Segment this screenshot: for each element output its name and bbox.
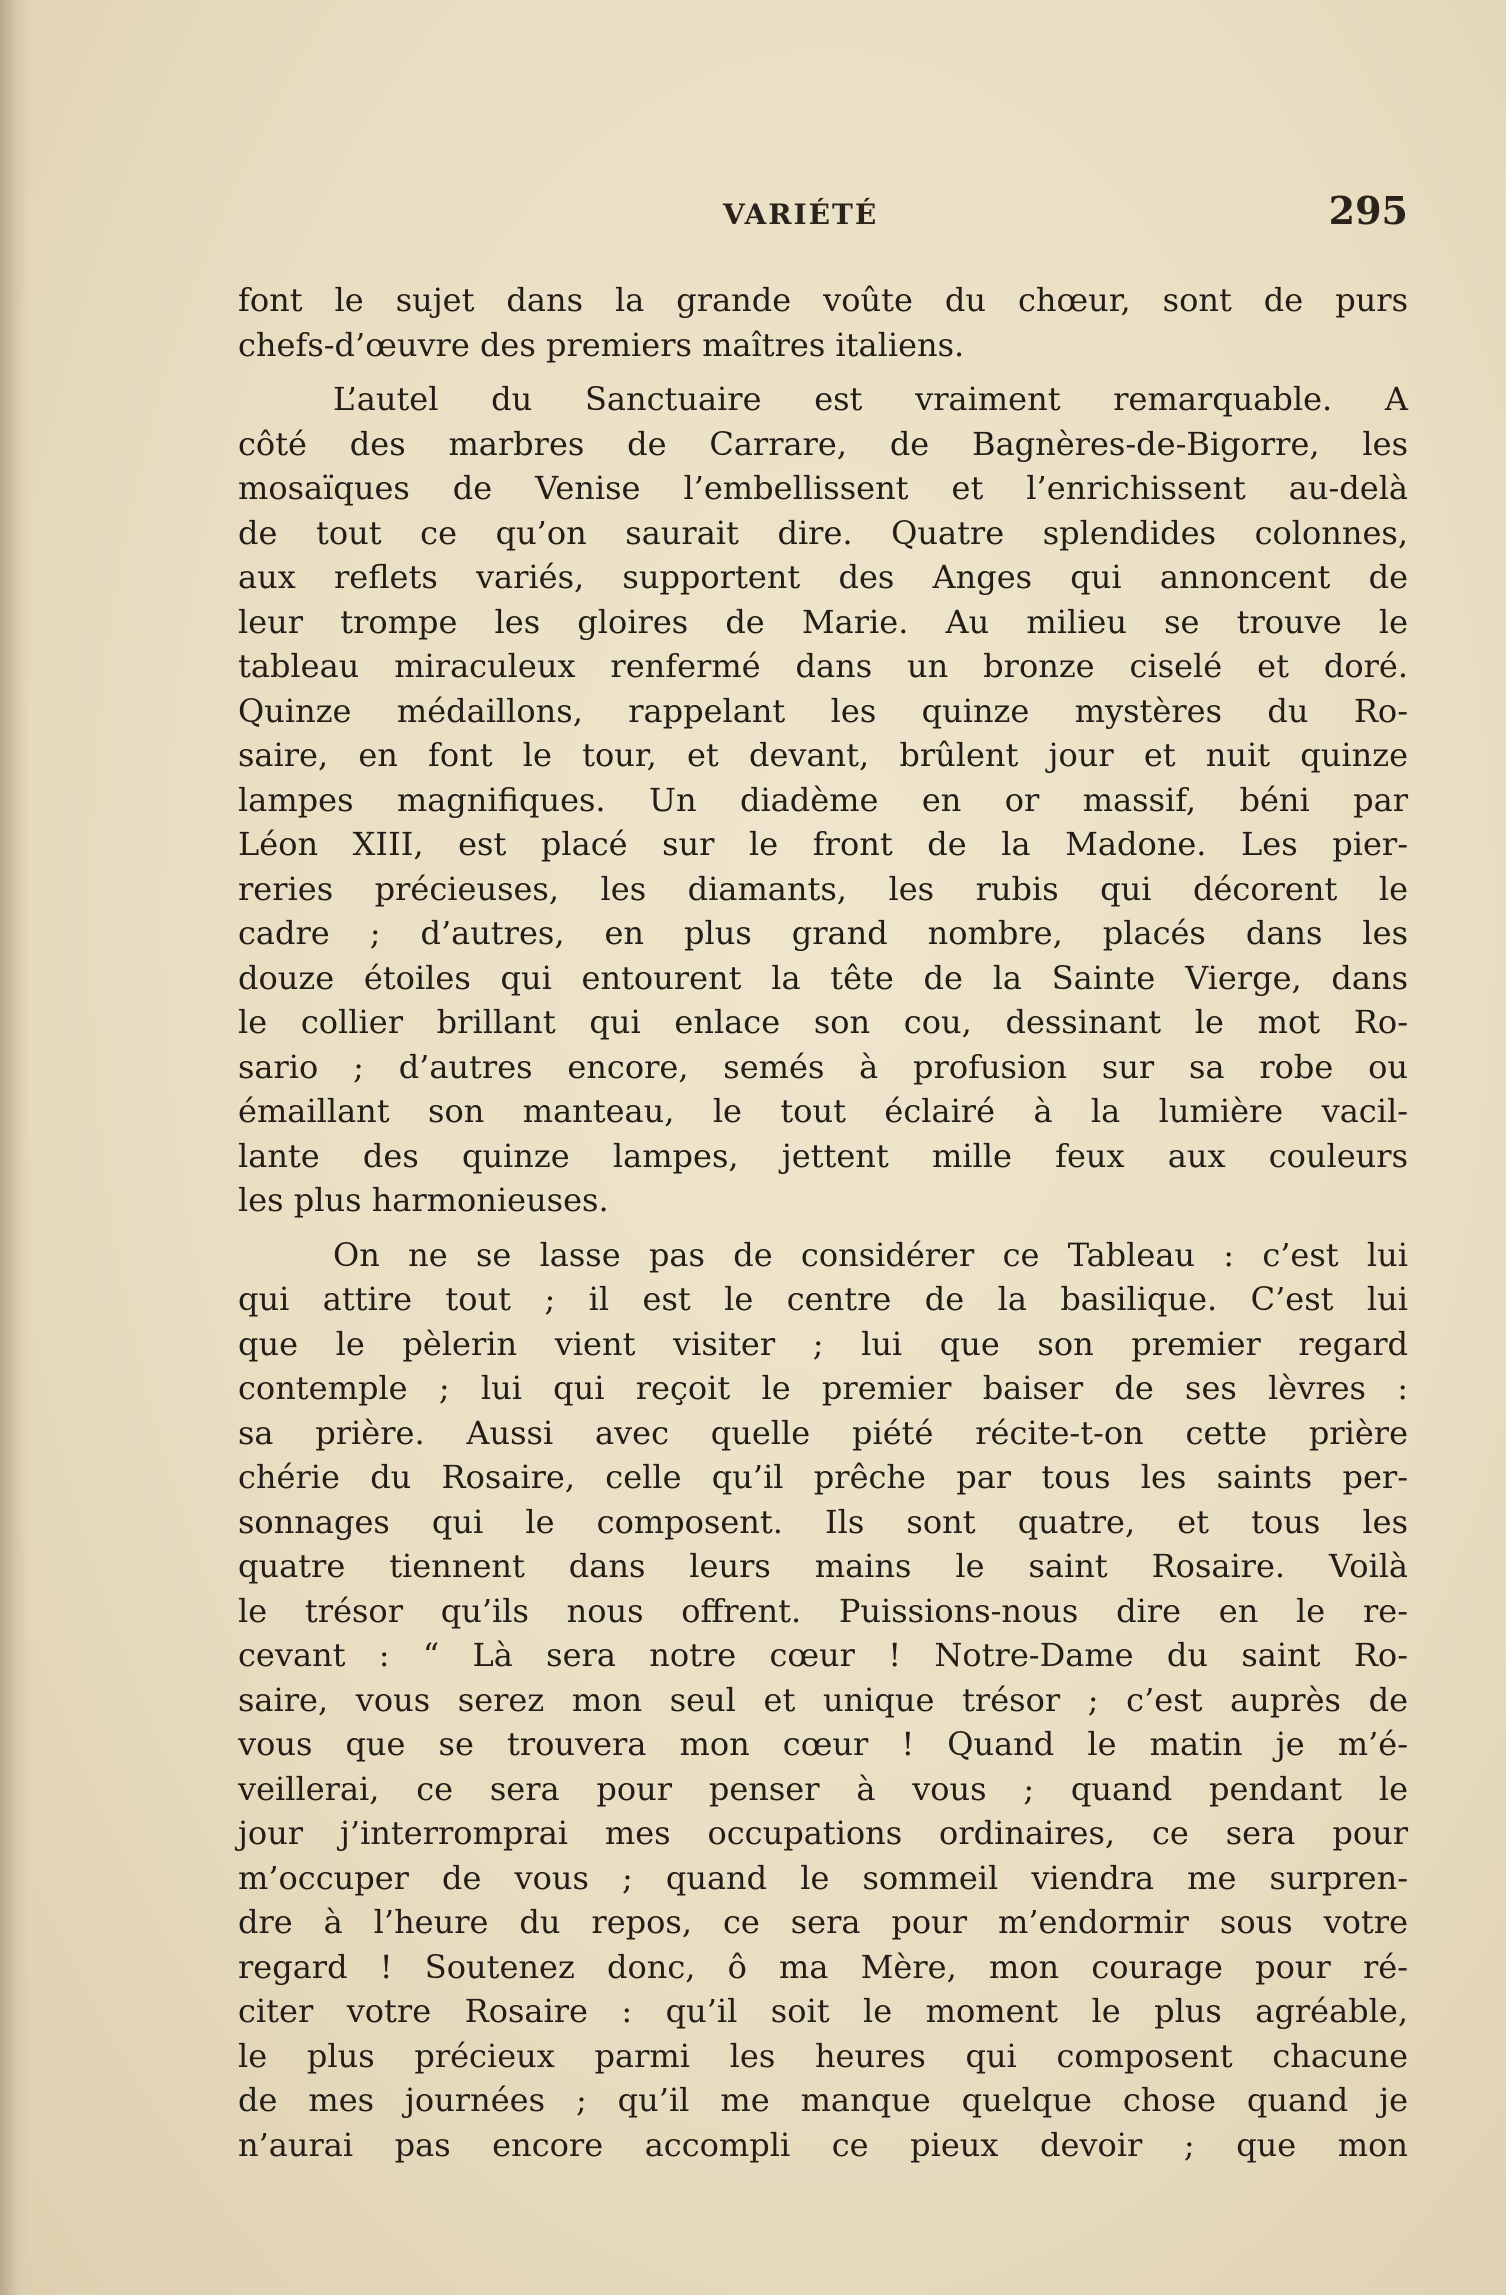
- text-line: aux reflets variés, supportent des Anges qui annoncent de: [238, 558, 1408, 596]
- text-line: L’autel du Sanctuaire est vraiment remarquable. A: [333, 380, 1408, 418]
- text-line: que le pèlerin vient visiter ; lui que son premier regard: [238, 1324, 1408, 1363]
- text-line: douze étoiles qui entourent la tête de la Sainte Vierge, dans: [238, 958, 1408, 997]
- text-line: citer votre Rosaire : qu’il soit le moment le plus agréable,: [238, 1992, 1408, 2030]
- page-number: 295: [1328, 188, 1408, 233]
- paragraph-tableau: [238, 1233, 1408, 2168]
- page-gutter-shadow: [0, 0, 30, 2295]
- text-line: reries précieuses, les diamants, les rubis qui décorent le: [238, 869, 1408, 908]
- text-line: font le sujet dans la grande voûte du chœur, sont de purs: [238, 281, 1408, 319]
- text-line: cevant : “ Là sera notre cœur ! Notre-Dame du saint Ro-: [238, 1636, 1408, 1674]
- body-text: [238, 278, 1408, 2167]
- text-line: le plus précieux parmi les heures qui composent chacune: [238, 2036, 1408, 2075]
- text-line: émaillant son manteau, le tout éclairé à la lumière vacil-: [238, 1092, 1408, 1130]
- text-line: côté des marbres de Carrare, de Bagnères-de-Bigorre, les: [238, 424, 1408, 463]
- text-line: les plus harmonieuses.: [238, 1181, 609, 1219]
- text-line: vous que se trouvera mon cœur ! Quand le matin je m’é-: [238, 1725, 1408, 1763]
- text-line: leur trompe les gloires de Marie. Au milieu se trouve le: [238, 602, 1408, 641]
- text-line: contemple ; lui qui reçoit le premier baiser de ses lèvres :: [238, 1369, 1408, 1407]
- text-line: m’occuper de vous ; quand le sommeil viendra me surpren-: [238, 1858, 1408, 1897]
- paragraph-altar: [238, 377, 1408, 1223]
- text-line: Léon XIII, est placé sur le front de la Madone. Les pier-: [238, 825, 1408, 863]
- paragraph-continuation: [238, 278, 1408, 367]
- text-line: saire, en font le tour, et devant, brûlent jour et nuit quinze: [238, 736, 1408, 774]
- text-line: cadre ; d’autres, en plus grand nombre, placés dans les: [238, 914, 1408, 952]
- text-line: le trésor qu’ils nous offrent. Puissions-nous dire en le re-: [238, 1591, 1408, 1630]
- text-line: de mes journées ; qu’il me manque quelque chose quand je: [238, 2081, 1408, 2119]
- text-line: veillerai, ce sera pour penser à vous ; quand pendant le: [238, 1769, 1408, 1808]
- text-line: chefs-d’œuvre des premiers maîtres italiens.: [238, 325, 965, 364]
- text-line: sa prière. Aussi avec quelle piété récite-t-on cette prière: [238, 1413, 1408, 1452]
- text-line: le collier brillant qui enlace son cou, dessinant le mot Ro-: [238, 1003, 1408, 1041]
- text-line: tableau miraculeux renfermé dans un bronze ciselé et doré.: [238, 647, 1408, 685]
- text-line: jour j’interromprai mes occupations ordinaires, ce sera pour: [238, 1814, 1408, 1852]
- text-line: n’aurai pas encore accompli ce pieux devoir ; que mon: [238, 2125, 1408, 2164]
- text-line: sario ; d’autres encore, semés à profusion sur sa robe ou: [238, 1047, 1408, 1086]
- text-line: chérie du Rosaire, celle qu’il prêche par tous les saints per-: [238, 1458, 1408, 1496]
- text-line: quatre tiennent dans leurs mains le saint Rosaire. Voilà: [238, 1547, 1408, 1585]
- text-line: lampes magnifiques. Un diadème en or massif, béni par: [238, 780, 1408, 819]
- running-head: [238, 188, 1408, 248]
- text-line: On ne se lasse pas de considérer ce Tableau : c’est lui: [333, 1235, 1408, 1274]
- text-line: mosaïques de Venise l’embellissent et l’enrichissent au-delà: [238, 469, 1408, 507]
- text-line: Quinze médaillons, rappelant les quinze mystères du Ro-: [238, 691, 1408, 730]
- text-line: dre à l’heure du repos, ce sera pour m’endormir sous votre: [238, 1903, 1408, 1941]
- section-title: VARIÉTÉ: [723, 198, 879, 231]
- text-line: de tout ce qu’on saurait dire. Quatre splendides colonnes,: [238, 513, 1408, 552]
- text-line: lante des quinze lampes, jettent mille feux aux couleurs: [238, 1136, 1408, 1175]
- text-line: saire, vous serez mon seul et unique trésor ; c’est auprès de: [238, 1680, 1408, 1719]
- text-line: regard ! Soutenez donc, ô ma Mère, mon courage pour ré-: [238, 1947, 1408, 1986]
- text-line: sonnages qui le composent. Ils sont quatre, et tous les: [238, 1502, 1408, 1541]
- text-line: qui attire tout ; il est le centre de la basilique. C’est lui: [238, 1280, 1408, 1318]
